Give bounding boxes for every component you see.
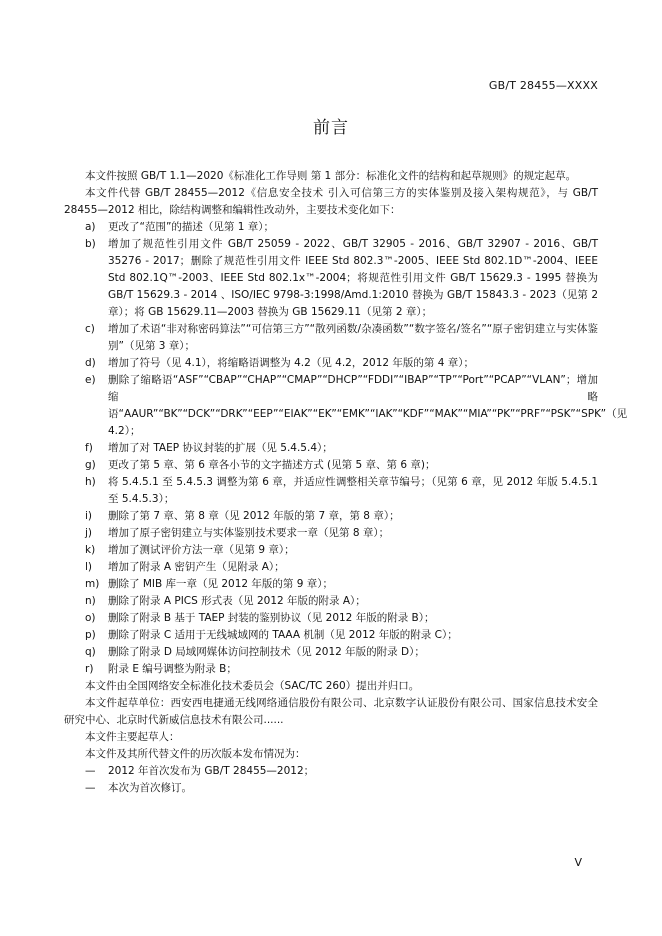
- list-item-text: 增加了附录 A 密钥产生（见附录 A）；: [108, 561, 285, 573]
- list-item-text: 附录 E 编号调整为附录 B；: [108, 663, 237, 675]
- list-item-label: r): [85, 663, 94, 675]
- list-item: [64, 661, 598, 678]
- closing-paragraph: 本文件由全国网络安全标准化技术委员会（SAC/TC 260）提出并归口。: [85, 680, 420, 692]
- dash-label: —: [85, 765, 96, 777]
- list-item-label: j): [85, 527, 93, 539]
- list-item: [64, 559, 598, 576]
- list-item: [64, 219, 598, 236]
- intro-paragraph: 本文件按照 GB/T 1.1—2020《标准化工作导则 第 1 部分：标准化文件的结构和起草规则》的规定起草。: [85, 170, 577, 182]
- list-item-text: 更改了“范围”的描述（见第 1 章）；: [108, 221, 274, 233]
- closing-paragraph: 本文件起草单位：西安西电捷通无线网络通信股份有限公司、北京数字认证股份有限公司、国家信息技术安全研究中心、北京时代新威信息技术有限公司......: [64, 697, 598, 726]
- list-item-label: f): [85, 442, 93, 454]
- list-item-label: m): [85, 578, 100, 590]
- list-item-text: 本次为首次修订。: [108, 782, 192, 794]
- list-item-text: 增加了符号（见 4.1），将缩略语调整为 4.2（见 4.2，2012 年版的第 4 章）；: [108, 357, 475, 369]
- list-item-text: 更改了第 5 章、第 6 章各小节的文字描述方式 (见第 5 章、第 6 章)；: [108, 459, 436, 471]
- list-item-label: k): [85, 544, 96, 556]
- list-item: [64, 508, 598, 525]
- list-item-text: 增加了术语“非对称密码算法”“可信第三方”“散列函数/杂凑函数”“数字签名/签名”“原子密钥建立与实体鉴别”（见第 3 章）；: [108, 323, 598, 352]
- intro-paragraph: 本文件代替 GB/T 28455—2012《信息安全技术 引入可信第三方的实体鉴别及接入架构规范》，与 GB/T 28455—2012 相比，除结构调整和编辑性改动外，主要技术变化如下：: [64, 187, 598, 216]
- list-item: [64, 372, 628, 440]
- list-item-text: 增加了原子密钥建立与实体鉴别技术要求一章（见第 8 章）；: [108, 527, 390, 539]
- document-id: GB/T 28455—XXXX: [488, 79, 598, 92]
- list-item-text: 增加了对 TAEP 协议封装的扩展（见 5.4.5.4）；: [108, 442, 333, 454]
- dash-label: —: [85, 782, 96, 794]
- list-item-text: 删除了缩略语“ASF”“CBAP”“CHAP”“CMAP”“DHCP”“FDDI”“IBAP”“TP”“Port”“PCAP”“VLAN”；增加缩略语“AAUR”“BK”“DCK”“DRK”“EEP”“EIAK”“EK”“EMK”“IAK”“KDF”“MAK”“MIA”“PK”“PRF”“PSK”“SPK”（见 4.2）；: [108, 374, 628, 437]
- list-item-text: 删除了附录 B 基于 TAEP 封装的鉴别协议（见 2012 年版的附录 B）；: [108, 612, 435, 624]
- list-item-label: q): [85, 646, 96, 658]
- history-list: [64, 763, 598, 797]
- list-item-text: 删除了附录 A PICS 形式表（见 2012 年版的附录 A）；: [108, 595, 366, 607]
- list-item-text: 将 5.4.5.1 至 5.4.5.3 调整为第 6 章，并适应性调整相关章节编号；（见第 6 章，见 2012 年版 5.4.5.1 至 5.4.5.3）；: [108, 476, 598, 505]
- list-item: [64, 542, 598, 559]
- list-item-label: a): [85, 221, 96, 233]
- list-item: [64, 321, 598, 355]
- list-item: [64, 355, 598, 372]
- list-item: [64, 474, 598, 508]
- page-number: V: [574, 856, 582, 869]
- list-item: [64, 440, 598, 457]
- list-item-label: h): [85, 476, 96, 488]
- list-item: [64, 576, 598, 593]
- list-item-label: i): [85, 510, 93, 522]
- list-item: [64, 593, 598, 610]
- list-item-text: 增加了测试评价方法一章（见第 9 章）；: [108, 544, 295, 556]
- list-item-label: n): [85, 595, 96, 607]
- list-item-label: e): [85, 374, 96, 386]
- list-item: [64, 627, 598, 644]
- list-item-label: o): [85, 612, 96, 624]
- list-item-text: 增加了规范性引用文件 GB/T 25059 - 2022、GB/T 32905 - 2016、GB/T 32907 - 2016、GB/T 35276 - 2017；删除了规范性引用文件 IEEE Std 802.3™-2005、IEEE Std 802.1D™-2004、IEEE Std 802.1Q™-2003、IEEE Std 802.1x™-2004；将规范性引用文件 GB/T 15629.3 - 1995 替换为 GB/T 15629.3 - 2014 、ISO/IEC 9798-3:1998/Amd.1:2010 替换为 GB/T 15843.3 - 2023（见第 2 章）；将 GB 15629.11—2003 替换为 GB 15629.11（见第 2 章）；: [108, 238, 598, 318]
- list-item: [64, 525, 598, 542]
- list-item-text: 删除了 MIB 库一章（见 2012 年版的第 9 章）；: [108, 578, 334, 590]
- list-item-label: g): [85, 459, 96, 471]
- list-item-label: c): [85, 323, 95, 335]
- list-item: [64, 763, 598, 780]
- list-item-text: 删除了附录 C 适用于无线城域网的 TAAA 机制（见 2012 年版的附录 C）；: [108, 629, 458, 641]
- changes-list: [64, 219, 628, 678]
- closing-paragraph: 本文件及其所代替文件的历次版本发布情况为：: [85, 748, 306, 760]
- page-title: 前言: [313, 118, 349, 138]
- list-item: [64, 457, 598, 474]
- list-item-text: 删除了第 7 章、第 8 章（见 2012 年版的第 7 章，第 8 章）；: [108, 510, 400, 522]
- list-item-label: p): [85, 629, 96, 641]
- list-item: [64, 780, 598, 797]
- list-item-text: 删除了附录 D 局域网媒体访问控制技术（见 2012 年版的附录 D）；: [108, 646, 425, 658]
- list-item-label: d): [85, 357, 96, 369]
- list-item: [64, 610, 598, 627]
- list-item-label: l): [85, 561, 93, 573]
- closing-paragraph: 本文件主要起草人：: [85, 731, 180, 743]
- foreword-body: [64, 168, 628, 797]
- list-item-label: b): [85, 238, 96, 250]
- list-item: [64, 236, 598, 321]
- list-item-text: 2012 年首次发布为 GB/T 28455—2012；: [108, 765, 315, 777]
- list-item: [64, 644, 598, 661]
